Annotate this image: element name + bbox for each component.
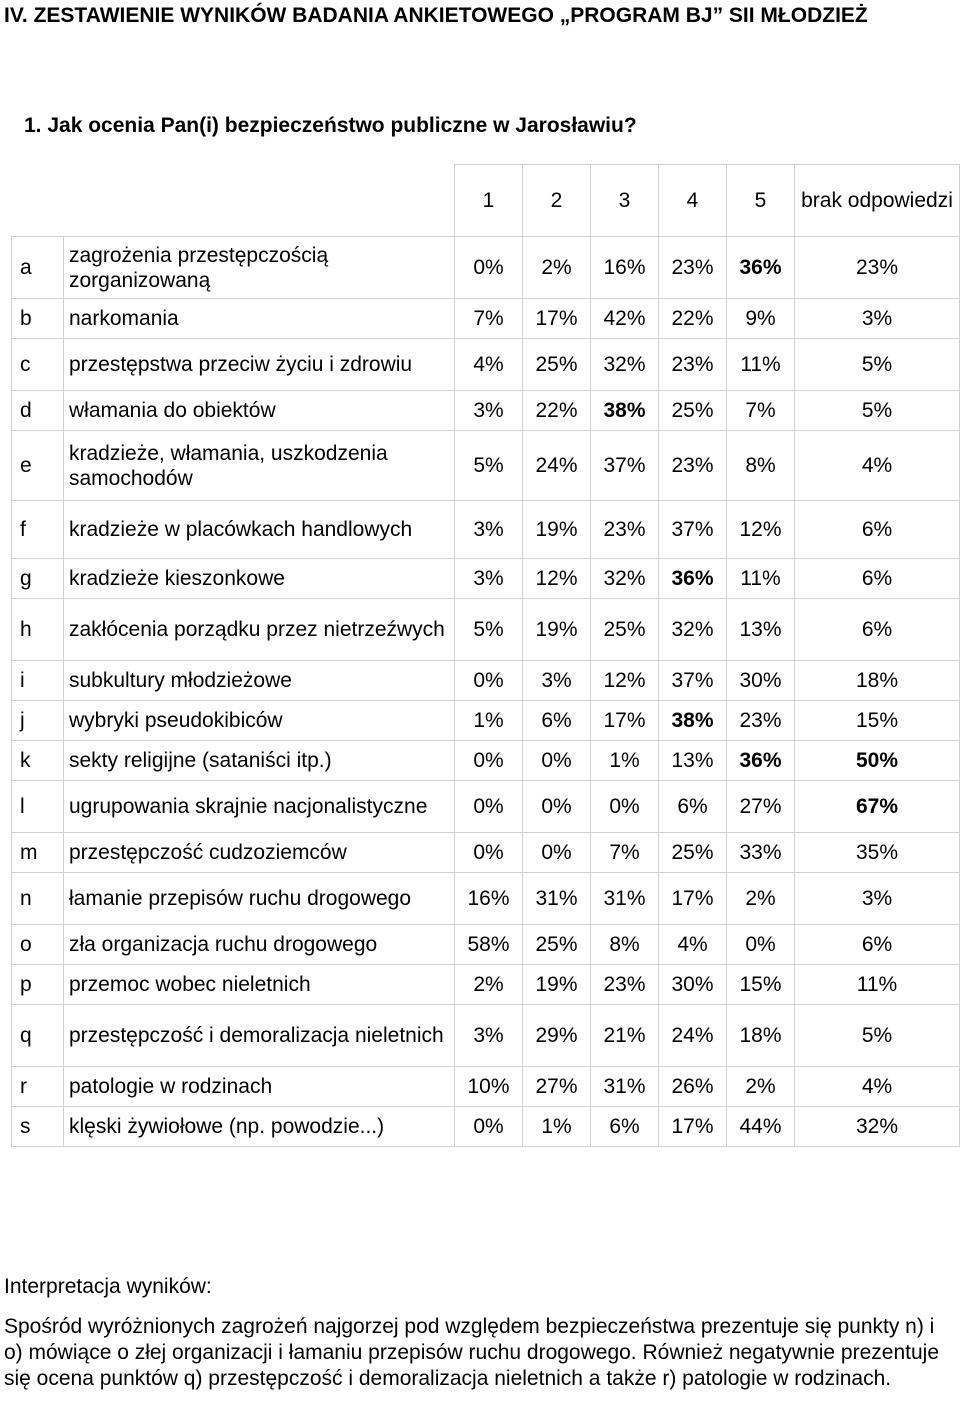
row-label: łamanie przepisów ruchu drogowego xyxy=(64,873,455,925)
value-cell: 5% xyxy=(455,599,523,661)
value-cell: 0% xyxy=(455,781,523,833)
row-letter: e xyxy=(12,431,64,501)
value-cell: 0% xyxy=(727,925,795,965)
row-label: kradzieże w placówkach handlowych xyxy=(64,501,455,559)
row-letter: i xyxy=(12,661,64,701)
table-row xyxy=(12,501,960,559)
row-label: przestępstwa przeciw życiu i zdrowiu xyxy=(64,339,455,391)
value-cell: 26% xyxy=(659,1067,727,1107)
value-cell: 12% xyxy=(591,661,659,701)
value-cell: 17% xyxy=(659,1107,727,1147)
section-heading: IV. ZESTAWIENIE WYNIKÓW BADANIA ANKIETOWEGO „PROGRAM BJ” SII MŁODZIEŻ xyxy=(4,4,868,27)
row-letter: j xyxy=(12,701,64,741)
row-letter: s xyxy=(12,1107,64,1147)
row-label: włamania do obiektów xyxy=(64,391,455,431)
row-label: sekty religijne (sataniści itp.) xyxy=(64,741,455,781)
row-letter: n xyxy=(12,873,64,925)
value-cell: 1% xyxy=(523,1107,591,1147)
value-cell: 23% xyxy=(591,965,659,1005)
table-row xyxy=(12,299,960,339)
interpretation-title: Interpretacja wyników: xyxy=(4,1275,212,1298)
value-cell: 5% xyxy=(795,1005,960,1067)
value-cell: 32% xyxy=(591,559,659,599)
value-cell: 1% xyxy=(591,741,659,781)
table-row xyxy=(12,339,960,391)
value-cell: 15% xyxy=(727,965,795,1005)
table-row xyxy=(12,1005,960,1067)
value-cell: 25% xyxy=(523,339,591,391)
results-table xyxy=(11,164,960,1147)
value-cell: 23% xyxy=(795,237,960,299)
value-cell: 18% xyxy=(795,661,960,701)
row-label: przestępczość i demoralizacja nieletnich xyxy=(64,1005,455,1067)
value-cell: 31% xyxy=(591,1067,659,1107)
row-label: patologie w rodzinach xyxy=(64,1067,455,1107)
value-cell: 2% xyxy=(727,1067,795,1107)
table-row xyxy=(12,1067,960,1107)
value-cell: 25% xyxy=(659,833,727,873)
table-row xyxy=(12,833,960,873)
value-cell: 32% xyxy=(591,339,659,391)
value-cell: 5% xyxy=(455,431,523,501)
table-row xyxy=(12,925,960,965)
value-cell: 24% xyxy=(659,1005,727,1067)
value-cell: 23% xyxy=(591,501,659,559)
value-cell: 10% xyxy=(455,1067,523,1107)
row-letter: k xyxy=(12,741,64,781)
value-cell: 0% xyxy=(591,781,659,833)
value-cell: 33% xyxy=(727,833,795,873)
value-cell: 23% xyxy=(727,701,795,741)
value-cell: 7% xyxy=(591,833,659,873)
table-row xyxy=(12,781,960,833)
row-label: kradzieże kieszonkowe xyxy=(64,559,455,599)
row-letter: h xyxy=(12,599,64,661)
value-cell: 31% xyxy=(523,873,591,925)
column-header: 5 xyxy=(727,165,795,237)
row-label: zła organizacja ruchu drogowego xyxy=(64,925,455,965)
value-cell: 4% xyxy=(795,1067,960,1107)
value-cell: 0% xyxy=(455,1107,523,1147)
table-header-row xyxy=(12,165,960,237)
column-header: 3 xyxy=(591,165,659,237)
row-letter: c xyxy=(12,339,64,391)
row-letter: f xyxy=(12,501,64,559)
value-cell: 50% xyxy=(795,741,960,781)
value-cell: 25% xyxy=(659,391,727,431)
value-cell: 19% xyxy=(523,965,591,1005)
value-cell: 19% xyxy=(523,501,591,559)
value-cell: 6% xyxy=(795,501,960,559)
value-cell: 58% xyxy=(455,925,523,965)
header-blank-cell xyxy=(12,165,455,237)
value-cell: 23% xyxy=(659,237,727,299)
value-cell: 8% xyxy=(591,925,659,965)
value-cell: 13% xyxy=(659,741,727,781)
value-cell: 42% xyxy=(591,299,659,339)
value-cell: 3% xyxy=(455,501,523,559)
row-label: narkomania xyxy=(64,299,455,339)
value-cell: 23% xyxy=(659,431,727,501)
value-cell: 4% xyxy=(795,431,960,501)
value-cell: 3% xyxy=(455,559,523,599)
column-header: 4 xyxy=(659,165,727,237)
value-cell: 6% xyxy=(795,559,960,599)
value-cell: 0% xyxy=(455,833,523,873)
value-cell: 1% xyxy=(455,701,523,741)
column-header: 1 xyxy=(455,165,523,237)
value-cell: 37% xyxy=(659,501,727,559)
table-row xyxy=(12,431,960,501)
results-table-body xyxy=(12,165,960,1147)
value-cell: 6% xyxy=(659,781,727,833)
value-cell: 3% xyxy=(455,391,523,431)
value-cell: 22% xyxy=(659,299,727,339)
table-row xyxy=(12,741,960,781)
value-cell: 30% xyxy=(727,661,795,701)
value-cell: 27% xyxy=(727,781,795,833)
value-cell: 37% xyxy=(591,431,659,501)
value-cell: 67% xyxy=(795,781,960,833)
value-cell: 18% xyxy=(727,1005,795,1067)
value-cell: 11% xyxy=(727,339,795,391)
value-cell: 24% xyxy=(523,431,591,501)
row-label: subkultury młodzieżowe xyxy=(64,661,455,701)
value-cell: 6% xyxy=(591,1107,659,1147)
row-letter: p xyxy=(12,965,64,1005)
value-cell: 3% xyxy=(455,1005,523,1067)
row-letter: l xyxy=(12,781,64,833)
value-cell: 31% xyxy=(591,873,659,925)
row-label: zakłócenia porządku przez nietrzeźwych xyxy=(64,599,455,661)
value-cell: 2% xyxy=(523,237,591,299)
row-letter: d xyxy=(12,391,64,431)
row-label: ugrupowania skrajnie nacjonalistyczne xyxy=(64,781,455,833)
column-header: 2 xyxy=(523,165,591,237)
value-cell: 12% xyxy=(727,501,795,559)
value-cell: 3% xyxy=(795,873,960,925)
row-letter: a xyxy=(12,237,64,299)
table-row xyxy=(12,701,960,741)
value-cell: 32% xyxy=(795,1107,960,1147)
interpretation-text: Spośród wyróżnionych zagrożeń najgorzej pod względem bezpieczeństwa prezentuje się punkty n) i o) mówiące o złej organizacji i łamaniu przepisów ruchu drogowego. Również negatywnie prezentuje się ocena punktów q) przestępczość i demoralizacja nieletnich a także r) patologie w rodzinach. xyxy=(4,1315,939,1390)
value-cell: 9% xyxy=(727,299,795,339)
value-cell: 3% xyxy=(523,661,591,701)
value-cell: 8% xyxy=(727,431,795,501)
row-letter: m xyxy=(12,833,64,873)
value-cell: 27% xyxy=(523,1067,591,1107)
row-letter: q xyxy=(12,1005,64,1067)
value-cell: 6% xyxy=(795,925,960,965)
row-letter: b xyxy=(12,299,64,339)
value-cell: 0% xyxy=(455,741,523,781)
value-cell: 6% xyxy=(795,599,960,661)
table-row xyxy=(12,237,960,299)
value-cell: 15% xyxy=(795,701,960,741)
value-cell: 13% xyxy=(727,599,795,661)
value-cell: 38% xyxy=(659,701,727,741)
row-letter: g xyxy=(12,559,64,599)
value-cell: 12% xyxy=(523,559,591,599)
value-cell: 21% xyxy=(591,1005,659,1067)
value-cell: 37% xyxy=(659,661,727,701)
value-cell: 32% xyxy=(659,599,727,661)
value-cell: 4% xyxy=(659,925,727,965)
value-cell: 5% xyxy=(795,391,960,431)
row-label: wybryki pseudokibiców xyxy=(64,701,455,741)
value-cell: 2% xyxy=(455,965,523,1005)
column-header-no-answer: brak odpowiedzi xyxy=(795,165,960,237)
value-cell: 36% xyxy=(727,741,795,781)
value-cell: 23% xyxy=(659,339,727,391)
value-cell: 25% xyxy=(591,599,659,661)
row-label: przestępczość cudzoziemców xyxy=(64,833,455,873)
table-row xyxy=(12,873,960,925)
row-letter: o xyxy=(12,925,64,965)
row-label: zagrożenia przestępczością zorganizowaną xyxy=(64,237,455,299)
value-cell: 6% xyxy=(523,701,591,741)
row-label: klęski żywiołowe (np. powodzie...) xyxy=(64,1107,455,1147)
value-cell: 2% xyxy=(727,873,795,925)
value-cell: 35% xyxy=(795,833,960,873)
value-cell: 0% xyxy=(523,833,591,873)
value-cell: 38% xyxy=(591,391,659,431)
row-label: kradzieże, włamania, uszkodzenia samochodów xyxy=(64,431,455,501)
table-row xyxy=(12,661,960,701)
value-cell: 19% xyxy=(523,599,591,661)
table-row xyxy=(12,391,960,431)
row-letter: r xyxy=(12,1067,64,1107)
value-cell: 11% xyxy=(795,965,960,1005)
value-cell: 36% xyxy=(659,559,727,599)
value-cell: 44% xyxy=(727,1107,795,1147)
table-row xyxy=(12,559,960,599)
table-row xyxy=(12,1107,960,1147)
value-cell: 25% xyxy=(523,925,591,965)
value-cell: 0% xyxy=(455,237,523,299)
value-cell: 22% xyxy=(523,391,591,431)
value-cell: 5% xyxy=(795,339,960,391)
value-cell: 0% xyxy=(523,781,591,833)
value-cell: 16% xyxy=(455,873,523,925)
table-row xyxy=(12,599,960,661)
value-cell: 7% xyxy=(727,391,795,431)
value-cell: 11% xyxy=(727,559,795,599)
question-title: 1. Jak ocenia Pan(i) bezpieczeństwo publiczne w Jarosławiu? xyxy=(24,114,637,137)
value-cell: 36% xyxy=(727,237,795,299)
value-cell: 3% xyxy=(795,299,960,339)
value-cell: 4% xyxy=(455,339,523,391)
value-cell: 17% xyxy=(659,873,727,925)
value-cell: 29% xyxy=(523,1005,591,1067)
value-cell: 7% xyxy=(455,299,523,339)
value-cell: 0% xyxy=(523,741,591,781)
row-label: przemoc wobec nieletnich xyxy=(64,965,455,1005)
value-cell: 17% xyxy=(523,299,591,339)
value-cell: 30% xyxy=(659,965,727,1005)
value-cell: 16% xyxy=(591,237,659,299)
value-cell: 0% xyxy=(455,661,523,701)
value-cell: 17% xyxy=(591,701,659,741)
table-row xyxy=(12,965,960,1005)
